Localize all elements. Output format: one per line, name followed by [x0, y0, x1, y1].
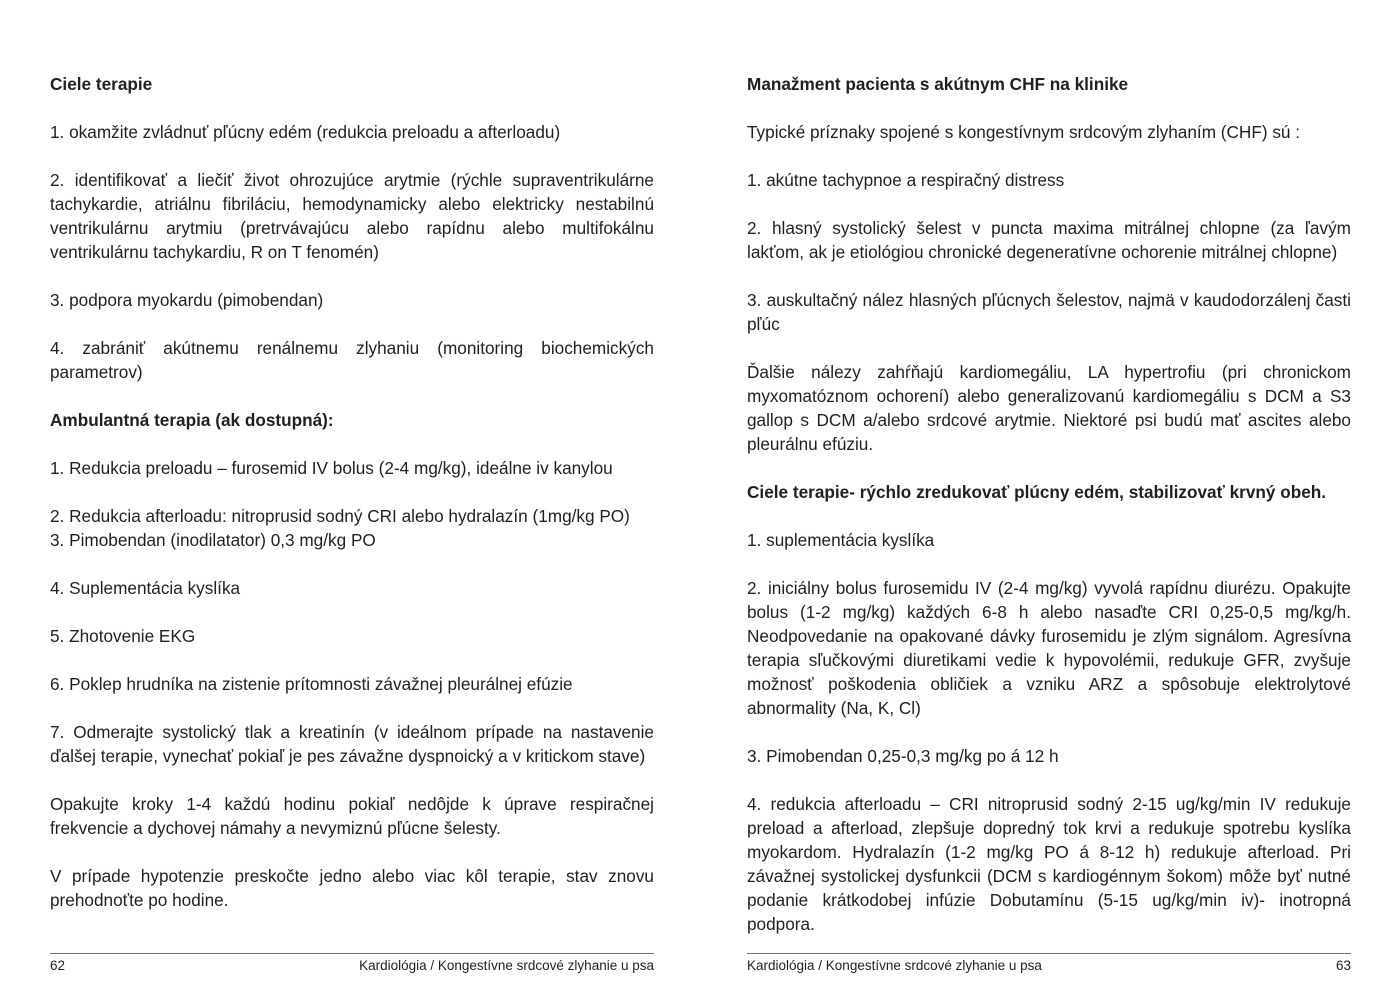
symptom-item: 2. hlasný systolický šelest v puncta maxima mitrálnej chlopne (za ľavým lakťom, ak je etiológiou chronické degeneratívne ochorenie mitrálnej chlopne) [747, 218, 1351, 262]
right-page [747, 72, 1351, 960]
step-item: 6. Poklep hrudníka na zistenie prítomnosti závažnej pleurálnej efúzie [50, 674, 573, 694]
therapy-item: 3. Pimobendan 0,25-0,3 mg/kg po á 12 h [747, 746, 1059, 766]
symptom-item: 3. auskultačný nález hlasných pľúcnych šelestov, najmä v kaudodorzálenj časti pľúc [747, 290, 1351, 334]
intro-paragraph: Typické príznaky spojené s kongestívnym srdcovým zlyhaním (CHF) sú : [747, 122, 1301, 142]
step-note: V prípade hypotenzie preskočte jedno alebo viac kôl terapie, stav znovu prehodnoťte po hodine. [50, 866, 654, 910]
step-item: 2. Redukcia afterloadu: nitroprusid sodný CRI alebo hydralazín (1mg/kg PO) [50, 506, 630, 526]
running-title: Kardiológia / Kongestívne srdcové zlyhanie u psa [359, 958, 654, 973]
therapy-item: 2. iniciálny bolus furosemidu IV (2-4 mg/kg) vyvolá rapídnu diurézu. Opakujte bolus (1-2 mg/kg) každých 6-8 h alebo nasaďte CRI 0,25-0,5 mg/kg/h. Neodpovedanie na opakované dávky furosemidu je zlým signálom. Agresívna terapia sľučkovými diuretikami vedie k hypovolémii, redukuje GFR, zvyšuje možnosť poškodenia obličiek a vzniku ARZ a spôsobuje elektrolytové abnormality (Na, K, Cl) [747, 578, 1351, 718]
goal-item: 3. podpora myokardu (pimobendan) [50, 290, 324, 310]
page-number: 63 [1335, 958, 1351, 973]
symptom-item: 1. akútne tachypnoe a respiračný distress [747, 170, 1065, 190]
step-note: Opakujte kroky 1-4 každú hodinu pokiaľ nedôjde k úprave respiračnej frekvencie a dychovej námahy a nevymiznú pľúcne šelesty. [50, 794, 654, 838]
heading-therapy-goals-clinic: Ciele terapie- rýchlo zredukovať plúcny edém, stabilizovať krvný obeh. [747, 482, 1327, 502]
step-item: 5. Zhotovenie EKG [50, 626, 196, 646]
step-item: 1. Redukcia preloadu – furosemid IV bolus (2-4 mg/kg), ideálne iv kanylou [50, 458, 613, 478]
running-title: Kardiológia / Kongestívne srdcové zlyhanie u psa [747, 958, 1042, 973]
right-footer [747, 953, 1351, 974]
heading-therapy-goals: Ciele terapie [50, 74, 153, 94]
findings-paragraph: Ďalšie nálezy zahŕňajú kardiomegáliu, LA hypertrofiu (pri chronickom myxomatóznom ochorení) alebo generalizovanú kardiomegáliu s DCM a S3 gallop s DCM a/alebo srdcové arytmie. Niektoré psi budú mať ascites alebo pleurálnu efúziu. [747, 362, 1351, 454]
heading-outpatient-therapy: Ambulantná terapia (ak dostupná): [50, 410, 334, 430]
heading-acute-chf-management: Manažment pacienta s akútnym CHF na klinike [747, 74, 1129, 94]
left-page [50, 72, 654, 936]
left-footer [50, 953, 654, 974]
step-item: 3. Pimobendan (inodilatator) 0,3 mg/kg PO [50, 530, 376, 550]
goal-item: 1. okamžite zvládnuť pľúcny edém (redukcia preloadu a afterloadu) [50, 122, 561, 142]
therapy-item: 1. suplementácia kyslíka [747, 530, 935, 550]
page-number: 62 [50, 958, 66, 973]
step-item: 7. Odmerajte systolický tlak a kreatinín (v ideálnom prípade na nastavenie ďalšej terapie, vynechať pokiaľ je pes závažne dyspnoický a v kritickom stave) [50, 722, 654, 766]
goal-item: 4. zabrániť akútnemu renálnemu zlyhaniu (monitoring biochemických parametrov) [50, 338, 654, 382]
goal-item: 2. identifikovať a liečiť život ohrozujúce arytmie (rýchle supraventrikulárne tachykardie, atriálnu fibriláciu, hemodynamicky alebo elektricky nestabilnú ventrikulárnu arytmiu (pretrvávajúcu alebo rapídnu alebo multifokálnu ventrikulárnu tachykardiu, R on T fenomén) [50, 170, 654, 262]
step-item: 4. Suplementácia kyslíka [50, 578, 241, 598]
therapy-item: 4. redukcia afterloadu – CRI nitroprusid sodný 2-15 ug/kg/min IV redukuje preload a afterload, zlepšuje dopredný tok krvi a redukuje spotrebu kyslíka myokardom. Hydralazín (1-2 mg/kg PO á 8-12 h) redukuje afterload. Pri závažnej systolickej dysfunkcii (DCM s kardiogénnym šokom) môže byť nutné podanie krátkodobej infúzie Dobutamínu (5-15 ug/kg/min iv)- inotropná podpora. [747, 794, 1351, 934]
